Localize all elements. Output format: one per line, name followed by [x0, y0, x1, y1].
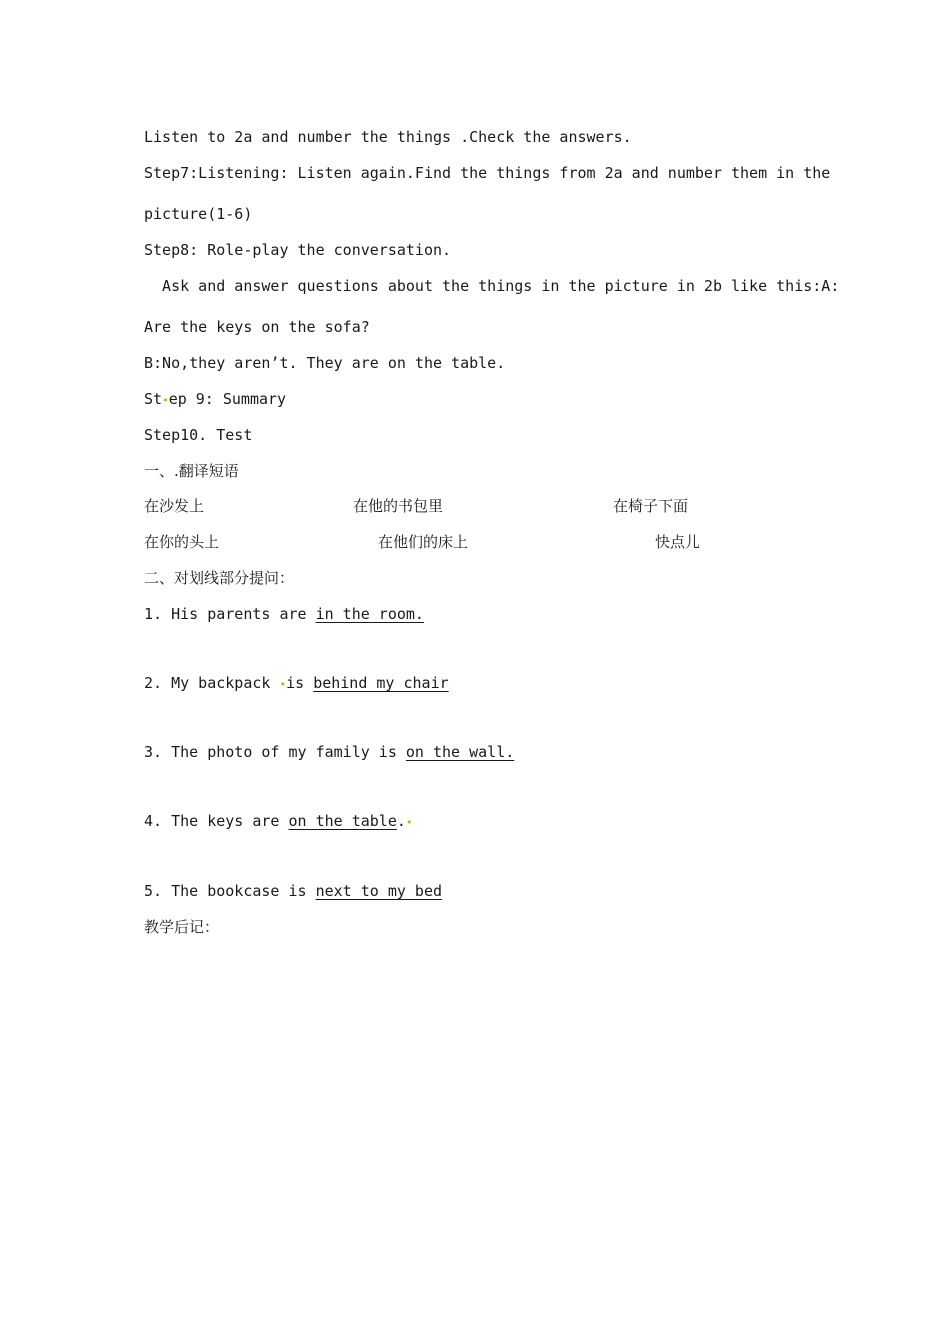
- step9-part-a: St: [144, 390, 163, 408]
- question-item-2: [144, 673, 449, 695]
- item-1-answer: in the room.: [315, 605, 424, 623]
- dialogue-question: Are the keys on the sofa?: [144, 318, 370, 336]
- phrase-2-2: 在他们的床上: [378, 533, 469, 551]
- teaching-notes-label: 教学后记：: [144, 918, 220, 936]
- stray-dot-mark: •: [405, 816, 413, 829]
- step8-roleplay: Step8: Role-play the conversation.: [144, 241, 452, 259]
- phrase-1-1: 在沙发上: [144, 497, 205, 515]
- item-2-answer: behind my chair: [313, 674, 449, 692]
- question-item-1: [144, 604, 424, 624]
- dialogue-answer: B:No,they aren’t. They are on the table.: [144, 354, 506, 372]
- item-5-prefix: 5. The bookcase is: [144, 882, 316, 900]
- question-item-3: [144, 742, 514, 762]
- item-2-middle: is: [286, 674, 314, 692]
- section1-title: 一、.翻译短语: [144, 462, 239, 480]
- item-2-prefix: 2. My backpack: [144, 674, 280, 692]
- instruction-listen-2a: Listen to 2a and number the things .Check the answers.: [144, 128, 632, 146]
- item-3-prefix: 3. The photo of my family is: [144, 743, 406, 761]
- item-1-prefix: 1. His parents are: [144, 605, 316, 623]
- phrase-2-3: 快点儿: [655, 533, 701, 551]
- step9-part-b: ep 9: Summary: [168, 390, 287, 408]
- step7-continuation: picture(1-6): [144, 205, 253, 223]
- question-item-4: [144, 811, 413, 833]
- stray-dot-mark: •: [162, 394, 169, 407]
- stray-dot-mark: •: [279, 678, 287, 691]
- step10-test: Step10. Test: [144, 426, 253, 444]
- step9-summary: [144, 389, 286, 411]
- item-4-answer: on the table: [288, 812, 397, 830]
- phrase-1-2: 在他的书包里: [353, 497, 444, 515]
- section2-title: 二、对划线部分提问：: [144, 569, 295, 587]
- step7-listening: Step7:Listening: Listen again.Find the things from 2a and number them in the: [144, 164, 831, 182]
- item-5-answer: next to my bed: [315, 882, 443, 900]
- phrase-2-1: 在你的头上: [144, 533, 220, 551]
- item-4-suffix: .: [396, 812, 406, 830]
- question-item-5: [144, 881, 442, 901]
- item-3-answer: on the wall.: [405, 743, 515, 761]
- step8-instructions: Ask and answer questions about the things in the picture in 2b like this:A:: [144, 277, 840, 295]
- phrase-1-3: 在椅子下面: [613, 497, 689, 515]
- item-4-prefix: 4. The keys are: [144, 812, 289, 830]
